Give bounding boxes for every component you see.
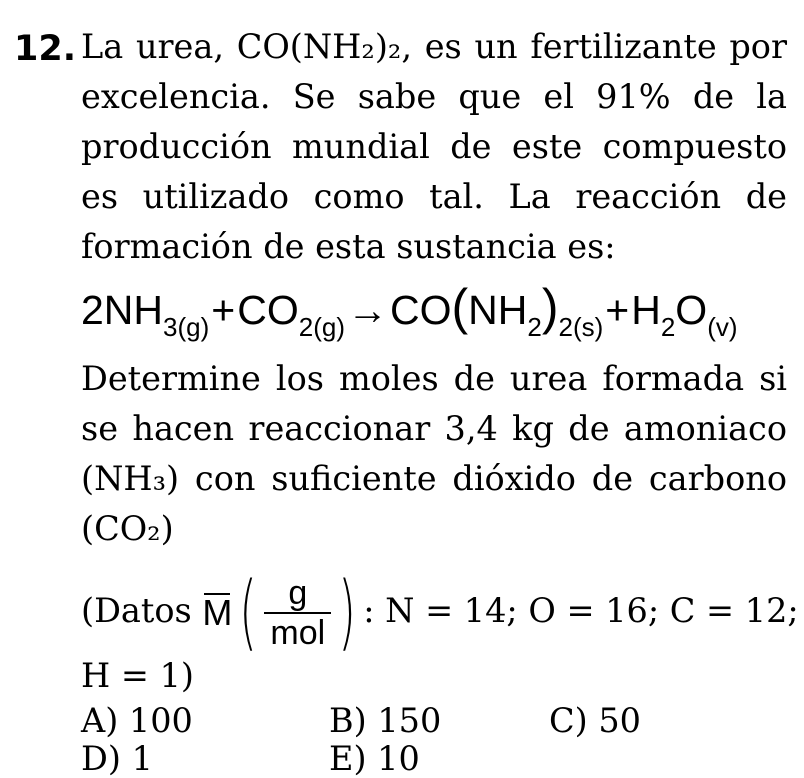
option-e[interactable]: E) 10 (329, 739, 420, 778)
unit-numerator: g (264, 574, 331, 614)
eq-paren-open: ( (451, 279, 469, 335)
data-values-line1: : N = 14; O = 16; C = 12; (363, 591, 799, 630)
question-prompt: Determine los moles de urea formada si se hacen reaccionar 3,4 kg de amoniaco (NH₃) con suficiente dióxido de carbono (CO₂) (81, 359, 787, 548)
eq-paren-close: ) (541, 279, 559, 335)
eq-product-water-o: O (675, 287, 708, 333)
option-a[interactable]: A) 100 (81, 701, 193, 740)
data-values-line2: H = 1) (81, 656, 194, 695)
chemical-equation (81, 279, 787, 354)
eq-product-water-h: H (631, 287, 661, 333)
data-open: (Datos (81, 591, 192, 630)
answer-options (81, 702, 787, 778)
option-b[interactable]: B) 150 (329, 701, 442, 740)
eq-reactant-ammonia: 2NH (81, 287, 164, 333)
eq-product-urea-state: 2(s) (558, 312, 604, 342)
eq-product-water-state: (v) (707, 312, 738, 342)
eq-plus-1: + (211, 287, 236, 333)
option-d[interactable]: D) 1 (81, 739, 153, 778)
eq-product-water-h-sub: 2 (660, 312, 676, 342)
eq-reactant-co2: CO (237, 287, 299, 333)
option-c[interactable]: C) 50 (549, 701, 641, 740)
unit-denominator: mol (270, 614, 326, 652)
eq-reactant-co2-state: 2(g) (298, 312, 345, 342)
unit-fraction (264, 574, 331, 652)
question-statement: La urea, CO(NH₂)₂, es un fertilizante por excelencia. Se sabe que el 91% de la producción mundial de este compuesto es utilizado como tal. La reacción de formación de esta sustancia es: (81, 27, 787, 266)
molar-mass-data (81, 565, 799, 660)
eq-plus-2: + (605, 287, 630, 333)
question-number: 12. (14, 29, 77, 69)
data-paren-left: ( (239, 565, 258, 660)
data-paren-right: ) (338, 565, 356, 660)
eq-arrow: → (346, 287, 388, 333)
eq-product-urea-co: CO (389, 287, 452, 333)
eq-product-urea-nh: NH (468, 287, 528, 333)
eq-product-urea-nh-sub: 2 (527, 312, 542, 342)
molar-mass-symbol: M (202, 592, 233, 633)
eq-reactant-ammonia-state: 3(g) (163, 312, 210, 342)
question-body (81, 22, 799, 778)
